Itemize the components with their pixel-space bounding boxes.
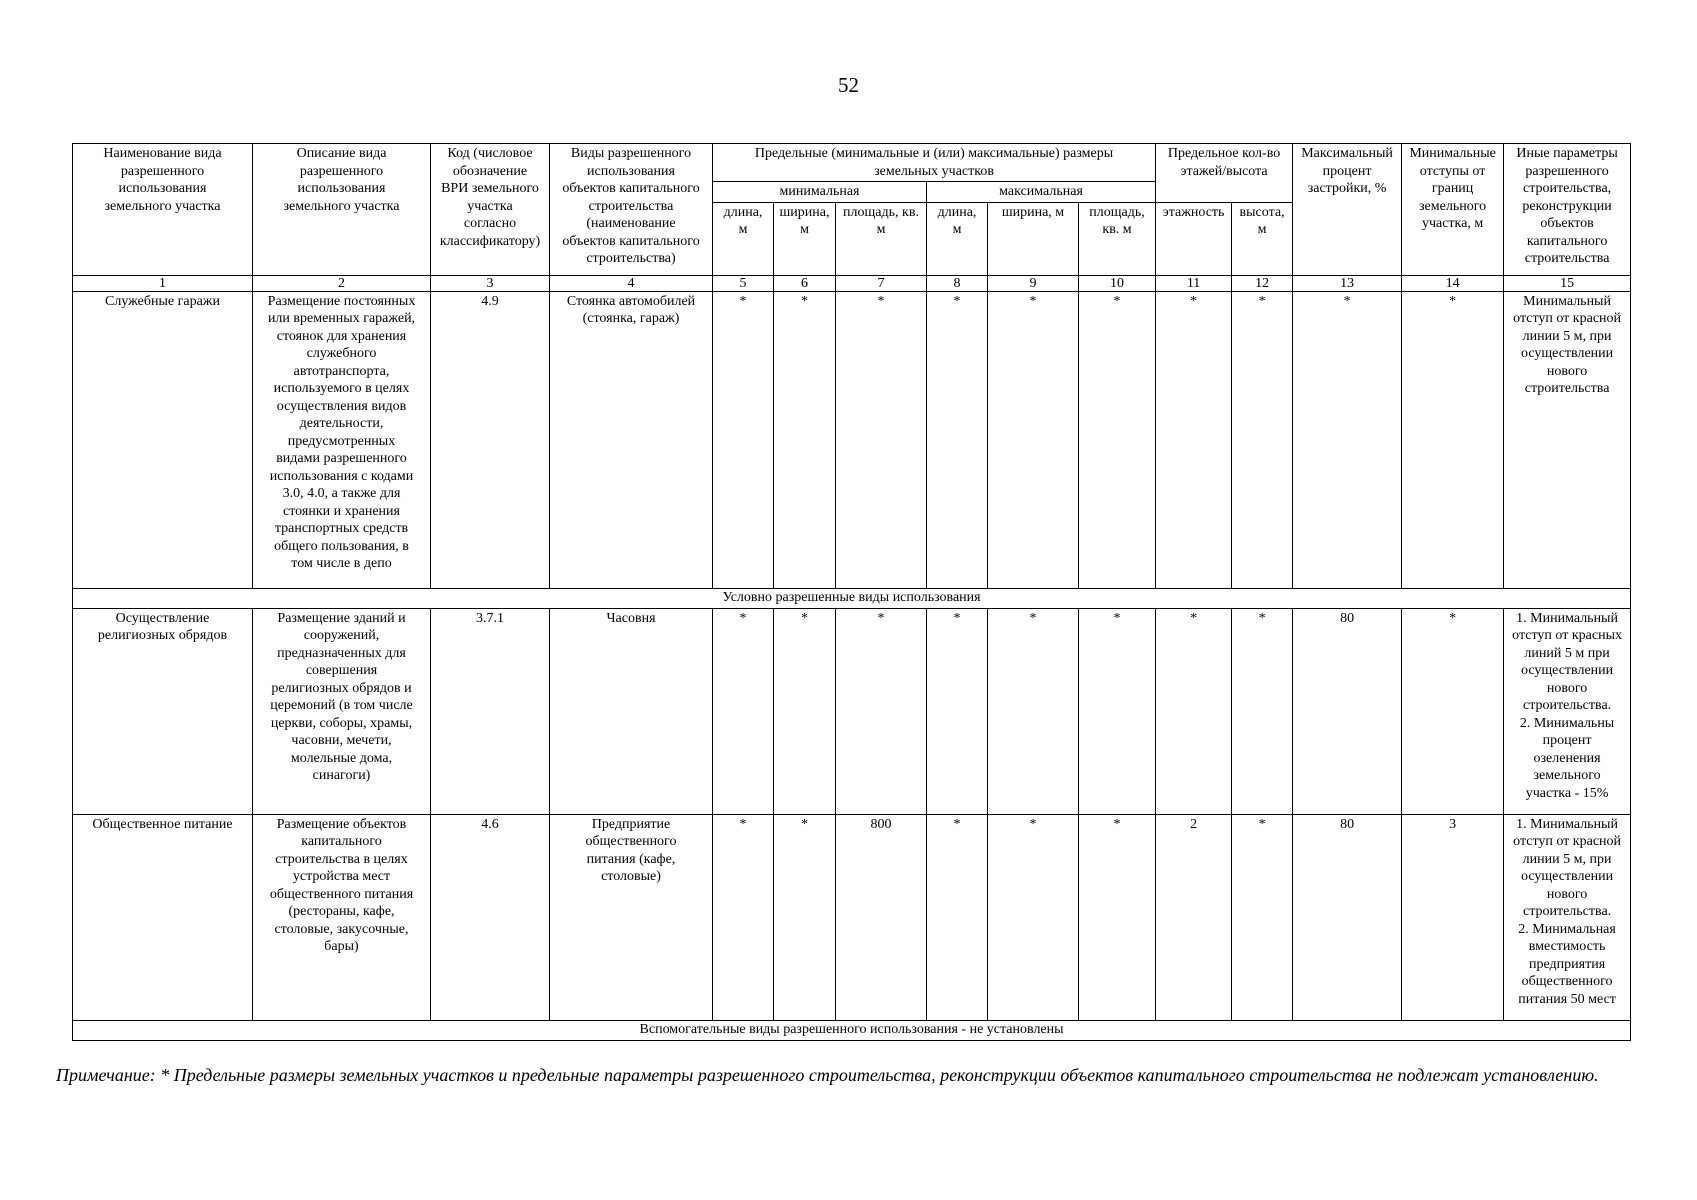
table-row bbox=[73, 291, 1631, 588]
row-code: 3.7.1 bbox=[431, 608, 550, 814]
header-maximal: максимальная bbox=[927, 182, 1156, 203]
row-other: 1. Минимальный отступ от красных линий 5 м при осуществлении нового строительства. 2. Минимальны процент озеленения земельного участка - 15% bbox=[1504, 608, 1631, 814]
row-value: * bbox=[774, 608, 836, 814]
row-value: * bbox=[988, 291, 1079, 588]
column-number: 9 bbox=[988, 275, 1079, 291]
column-number: 13 bbox=[1293, 275, 1402, 291]
column-number: 6 bbox=[774, 275, 836, 291]
row-value: * bbox=[1079, 608, 1156, 814]
row-value: * bbox=[1232, 814, 1293, 1020]
column-number: 12 bbox=[1232, 275, 1293, 291]
section-auxiliary: Вспомогательные виды разрешенного использования - не установлены bbox=[73, 1020, 1631, 1040]
column-number: 10 bbox=[1079, 275, 1156, 291]
column-number: 4 bbox=[550, 275, 713, 291]
row-value: * bbox=[927, 291, 988, 588]
header-min-area: площадь, кв. м bbox=[836, 202, 927, 275]
header-max-length: длина, м bbox=[927, 202, 988, 275]
column-number: 14 bbox=[1402, 275, 1504, 291]
header-min-length: длина, м bbox=[713, 202, 774, 275]
row-value: * bbox=[836, 608, 927, 814]
row-value: * bbox=[1402, 291, 1504, 588]
header-other-params: Иные параметры разрешенного строительства, реконструкции объектов капитального строительства bbox=[1504, 144, 1631, 276]
header-plot-sizes: Предельные (минимальные и (или) максимальные) размеры земельных участков bbox=[713, 144, 1156, 182]
row-value: * bbox=[713, 608, 774, 814]
row-value: 800 bbox=[836, 814, 927, 1020]
row-value: * bbox=[927, 608, 988, 814]
header-storeys: этажность bbox=[1156, 202, 1232, 275]
row-value: * bbox=[774, 814, 836, 1020]
row-value: * bbox=[713, 291, 774, 588]
row-value: 2 bbox=[1156, 814, 1232, 1020]
header-name: Наименование вида разрешенного использования земельного участка bbox=[73, 144, 253, 276]
header-height: высота, м bbox=[1232, 202, 1293, 275]
row-value: * bbox=[836, 291, 927, 588]
row-value: 80 bbox=[1293, 814, 1402, 1020]
row-value: * bbox=[988, 814, 1079, 1020]
column-number: 7 bbox=[836, 275, 927, 291]
column-numbers-row bbox=[73, 275, 1631, 291]
row-objects: Предприятие общественного питания (кафе, столовые) bbox=[550, 814, 713, 1020]
row-name: Осуществление религиозных обрядов bbox=[73, 608, 253, 814]
row-code: 4.9 bbox=[431, 291, 550, 588]
header-min-setbacks: Минимальные отступы от границ земельного участка, м bbox=[1402, 144, 1504, 276]
row-value: * bbox=[927, 814, 988, 1020]
header-code: Код (числовое обозначение ВРИ земельного участка согласно классификатору) bbox=[431, 144, 550, 276]
row-other: Минимальный отступ от красной линии 5 м, при осуществлении нового строительства bbox=[1504, 291, 1631, 588]
row-name: Служебные гаражи bbox=[73, 291, 253, 588]
header-max-width: ширина, м bbox=[988, 202, 1079, 275]
row-value: * bbox=[1232, 608, 1293, 814]
row-value: * bbox=[1156, 291, 1232, 588]
row-objects: Часовня bbox=[550, 608, 713, 814]
footnote: Примечание: * Предельные размеры земельных участков и предельные параметры разрешенного строительства, реконструкции объектов капитального строительства не подлежат установлению. bbox=[56, 1065, 1599, 1085]
row-value: * bbox=[988, 608, 1079, 814]
column-number: 2 bbox=[253, 275, 431, 291]
row-value: * bbox=[1079, 814, 1156, 1020]
row-value: 80 bbox=[1293, 608, 1402, 814]
row-description: Размещение объектов капитального строительства в целях устройства мест общественного питания (рестораны, кафе, столовые, закусочные, бары) bbox=[253, 814, 431, 1020]
page-number: 52 bbox=[838, 73, 859, 97]
section-conditional: Условно разрешенные виды использования bbox=[73, 588, 1631, 608]
header-max-coverage: Максимальный процент застройки, % bbox=[1293, 144, 1402, 276]
table-row bbox=[73, 814, 1631, 1020]
header-minimal: минимальная bbox=[713, 182, 927, 203]
row-name: Общественное питание bbox=[73, 814, 253, 1020]
row-code: 4.6 bbox=[431, 814, 550, 1020]
row-value: * bbox=[1293, 291, 1402, 588]
row-description: Размещение зданий и сооружений, предназначенных для совершения религиозных обрядов и церемоний (в том числе церкви, соборы, храмы, часовни, мечети, молельные дома, синагоги) bbox=[253, 608, 431, 814]
header-min-width: ширина, м bbox=[774, 202, 836, 275]
header-floors-height: Предельное кол-во этажей/высота bbox=[1156, 144, 1293, 203]
column-number: 11 bbox=[1156, 275, 1232, 291]
row-value: * bbox=[1156, 608, 1232, 814]
header-max-area: площадь, кв. м bbox=[1079, 202, 1156, 275]
row-value: * bbox=[1079, 291, 1156, 588]
column-number: 15 bbox=[1504, 275, 1631, 291]
zoning-table bbox=[72, 143, 1631, 1041]
header-objects: Виды разрешенного использования объектов капитального строительства (наименование объектов капитального строительства) bbox=[550, 144, 713, 276]
row-objects: Стоянка автомобилей (стоянка, гараж) bbox=[550, 291, 713, 588]
row-value: * bbox=[713, 814, 774, 1020]
column-number: 3 bbox=[431, 275, 550, 291]
row-description: Размещение постоянных или временных гаражей, стоянок для хранения служебного автотранспорта, используемого в целях осуществления видов деятельности, предусмотренных видами разрешенного использования с кодами 3.0, 4.0, а также для стоянки и хранения транспортных средств общего пользования, в том числе в депо bbox=[253, 291, 431, 588]
row-value: * bbox=[774, 291, 836, 588]
header-description: Описание вида разрешенного использования земельного участка bbox=[253, 144, 431, 276]
column-number: 5 bbox=[713, 275, 774, 291]
row-value: 3 bbox=[1402, 814, 1504, 1020]
table-row bbox=[73, 608, 1631, 814]
column-number: 1 bbox=[73, 275, 253, 291]
row-other: 1. Минимальный отступ от красной линии 5 м, при осуществлении нового строительства. 2. Минимальная вместимость предприятия общественного питания 50 мест bbox=[1504, 814, 1631, 1020]
row-value: * bbox=[1402, 608, 1504, 814]
column-number: 8 bbox=[927, 275, 988, 291]
row-value: * bbox=[1232, 291, 1293, 588]
